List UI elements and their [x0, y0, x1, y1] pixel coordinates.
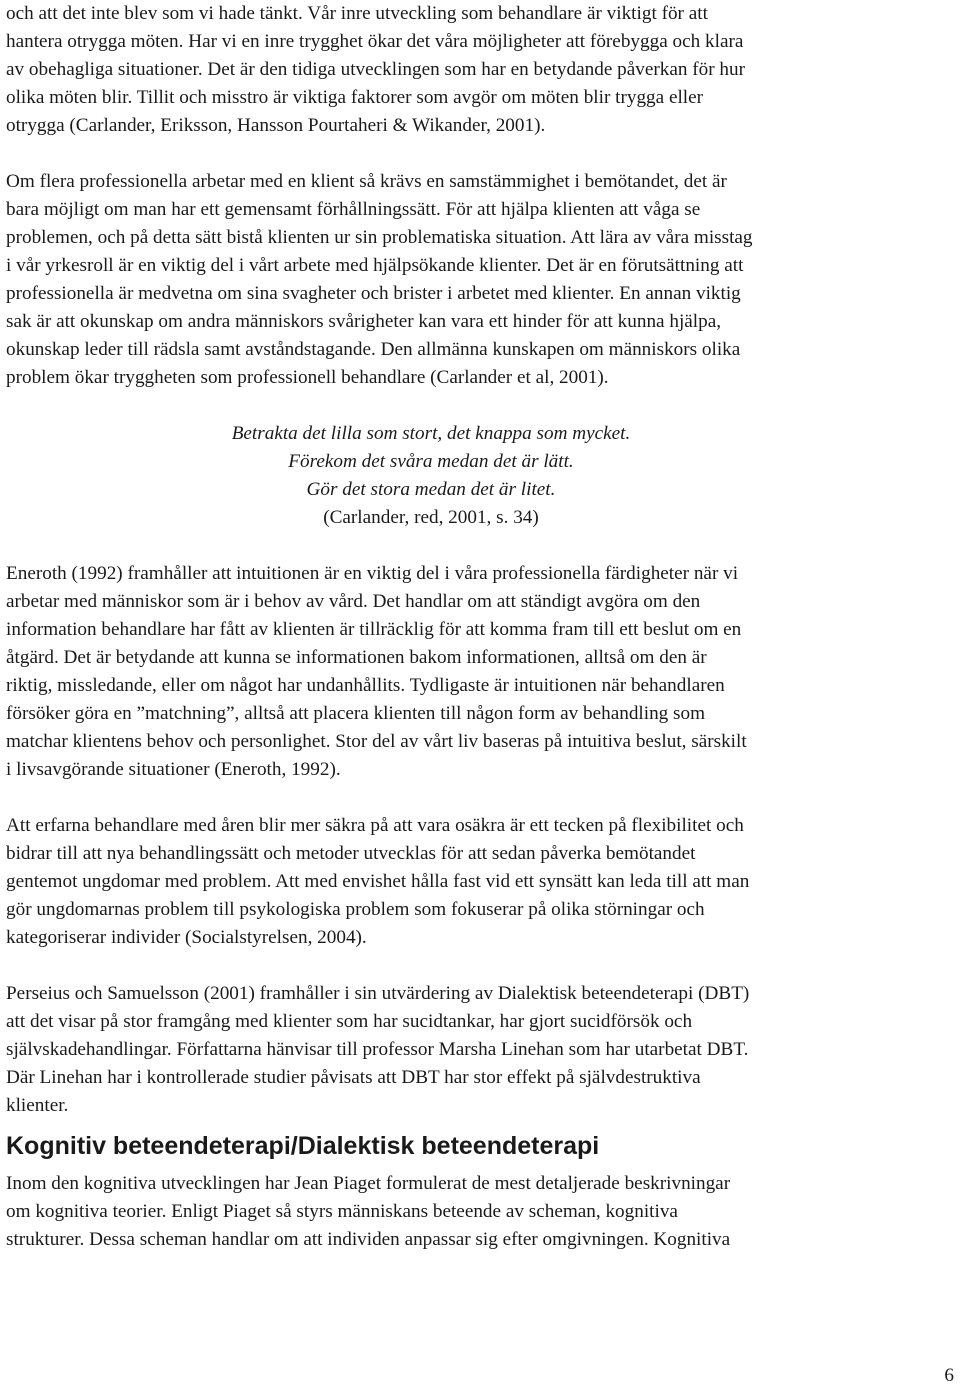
- text-line: arbetar med människor som är i behov av vård. Det handlar om att ständigt avgöra om den: [6, 591, 701, 612]
- text-line: strukturer. Dessa scheman handlar om att individen anpassar sig efter omgivningen. Kognitiva: [6, 1229, 731, 1250]
- text-line: matchar klientens behov och personlighet. Stor del av vårt liv baseras på intuitiva beslut, särskilt: [6, 731, 747, 752]
- text-line: problem ökar tryggheten som professionell behandlare (Carlander et al, 2001).: [6, 367, 609, 388]
- text-line: sak är att okunskap om andra människors svårigheter kan vara ett hinder för att kunna hjälpa,: [6, 311, 722, 332]
- paragraph-6: [6, 1170, 956, 1254]
- page-number: 6: [944, 1365, 954, 1386]
- text-line: att det visar på stor framgång med klienter som har sucidtankar, har gjort sucidförsök och: [6, 1011, 693, 1032]
- paragraph-4: [6, 812, 956, 952]
- text-line: Eneroth (1992) framhåller att intuitionen är en viktig del i våra professionella färdigheter när vi: [6, 563, 739, 584]
- text-line: försöker göra en ”matchning”, alltså att placera klienten till någon form av behandling som: [6, 703, 706, 724]
- paragraph-gap: [6, 784, 956, 812]
- paragraph-5: [6, 980, 956, 1120]
- text-line: och att det inte blev som vi hade tänkt. Vår inre utveckling som behandlare är viktigt för att: [6, 3, 708, 24]
- text-line: bara möjligt om man har ett gemensamt förhållningssätt. För att hjälpa klienten att våga se: [6, 199, 701, 220]
- paragraph-gap: [6, 140, 956, 168]
- text-line: gentemot ungdomar med problem. Att med envishet hålla fast vid ett synsätt kan leda till att man: [6, 871, 750, 892]
- paragraph-1: [6, 0, 956, 140]
- text-line: riktig, missledande, eller om något har undanhållits. Tydligaste är intuitionen när behandlaren: [6, 675, 725, 696]
- quote-line: Förekom det svåra medan det är lätt.: [288, 451, 574, 472]
- text-line: otrygga (Carlander, Eriksson, Hansson Pourtaheri & Wikander, 2001).: [6, 115, 546, 136]
- text-line: kategoriserar individer (Socialstyrelsen, 2004).: [6, 927, 367, 948]
- paragraph-gap: [6, 952, 956, 980]
- paragraph-3: [6, 560, 956, 784]
- text-line: hantera otrygga möten. Har vi en inre trygghet ökar det våra möjligheter att förebygga och klara: [6, 31, 744, 52]
- quote-line: Betrakta det lilla som stort, det knappa som mycket.: [231, 423, 631, 444]
- text-line: Inom den kognitiva utvecklingen har Jean Piaget formulerat de mest detaljerade beskrivningar: [6, 1173, 731, 1194]
- section-heading: Kognitiv beteendeterapi/Dialektisk beteendeterapi: [6, 1132, 600, 1160]
- paragraph-gap: [6, 532, 956, 560]
- text-line: självskadehandlingar. Författarna hänvisar till professor Marsha Linehan som har utarbetat DBT.: [6, 1039, 749, 1060]
- text-line: Perseius och Samuelsson (2001) framhåller i sin utvärdering av Dialektisk beteendeterapi (DBT): [6, 983, 750, 1004]
- text-line: Om flera professionella arbetar med en klient så krävs en samstämmighet i bemötandet, det är: [6, 171, 727, 192]
- text-line: i livsavgörande situationer (Eneroth, 1992).: [6, 759, 341, 780]
- text-line: problemen, och på detta sätt bistå klienten ur sin problematiska situation. Att lära av våra misstag: [6, 227, 753, 248]
- text-line: bidrar till att nya behandlingssätt och metoder utvecklas för att sedan påverka bemötandet: [6, 843, 696, 864]
- text-line: av obehagliga situationer. Det är den tidiga utvecklingen som har en betydande påverkan för hur: [6, 59, 745, 80]
- quote-line: Gör det stora medan det är litet.: [306, 479, 556, 500]
- block-quote: [6, 420, 856, 532]
- text-line: åtgärd. Det är betydande att kunna se informationen bakom informationen, alltså om den är: [6, 647, 707, 668]
- text-line: professionella är medvetna om sina svagheter och brister i arbetet med klienter. En annan viktig: [6, 283, 741, 304]
- text-line: klienter.: [6, 1095, 69, 1116]
- text-line: olika möten blir. Tillit och misstro är viktiga faktorer som avgör om möten blir trygga eller: [6, 87, 704, 108]
- text-line: gör ungdomarnas problem till psykologiska problem som fokuserar på olika störningar och: [6, 899, 705, 920]
- text-line: information behandlare har fått av klienten är tillräcklig för att komma fram till ett beslut om en: [6, 619, 742, 640]
- text-line: om kognitiva teorier. Enligt Piaget så styrs människans beteende av scheman, kognitiva: [6, 1201, 678, 1222]
- text-line: Att erfarna behandlare med åren blir mer säkra på att vara osäkra är ett tecken på flexibilitet och: [6, 815, 744, 836]
- paragraph-gap: [6, 392, 956, 420]
- text-line: okunskap leder till rädsla samt avståndstagande. Den allmänna kunskapen om människors olika: [6, 339, 741, 360]
- text-line: i vår yrkesroll är en viktig del i vårt arbete med hjälpsökande klienter. Det är en förutsättning att: [6, 255, 744, 276]
- text-line: Där Linehan har i kontrollerade studier påvisats att DBT har stor effekt på självdestruktiva: [6, 1067, 701, 1088]
- document-page: [6, 0, 956, 1254]
- paragraph-2: [6, 168, 956, 392]
- quote-citation: (Carlander, red, 2001, s. 34): [323, 507, 539, 528]
